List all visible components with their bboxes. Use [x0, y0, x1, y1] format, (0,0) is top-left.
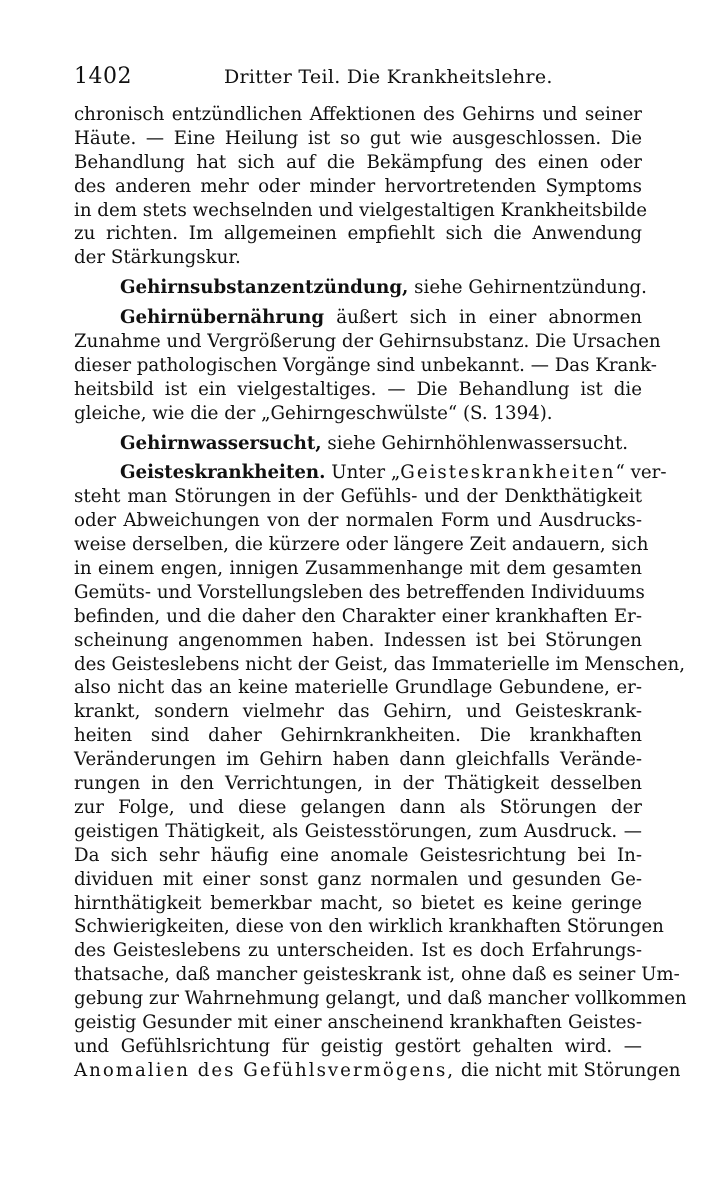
- entry-text: äußert sich in einer abnormen: [324, 307, 642, 329]
- entry-text: die nicht mit Störungen: [455, 1059, 681, 1081]
- text-line: hirnthätigkeit bemerkbar macht, so bietet es keine geringe: [74, 892, 642, 914]
- paragraph-continuation: [74, 103, 648, 270]
- text-line: in dem stets wechselnden und vielgestaltigen Krankheitsbilde: [74, 199, 648, 221]
- text-line: und Gefühlsrichtung für geistig gestört gehalten wird. —: [74, 1035, 642, 1057]
- text-line: dividuen mit einer sonst ganz normalen und gesunden Ge-: [74, 868, 642, 890]
- entry-line: [74, 276, 647, 300]
- text-line: rungen in den Verrichtungen, in der Thätigkeit desselben: [74, 773, 642, 795]
- text-line: thatsache, daß mancher geisteskrank ist, ohne daß es seiner Um-: [74, 964, 680, 986]
- text-line: oder Abweichungen von der normalen Form und Ausdrucks-: [74, 510, 642, 532]
- entry-geisteskrankheiten: [74, 461, 687, 1082]
- entry-text: “ ver-: [615, 462, 667, 484]
- entry-line: [74, 306, 642, 330]
- text-line: befinden, und die daher den Charakter einer krankhaften Er-: [74, 605, 642, 627]
- text-line: geistigen Thätigkeit, als Geistesstörungen, zum Ausdruck. —: [74, 820, 642, 842]
- entry-term: Geisteskrankheiten.: [120, 462, 326, 484]
- emphasized-text: Geisteskrankheiten: [400, 462, 616, 484]
- entry-gehirnwassersucht: [74, 432, 642, 456]
- page-header: [74, 64, 640, 92]
- text-line: Behandlung hat sich auf die Bekämpfung des einen oder: [74, 151, 642, 173]
- page-body: [74, 103, 687, 1083]
- entry-text: siehe Gehirnhöhlenwassersucht.: [321, 432, 629, 454]
- text-line: gleiche, wie die der „Gehirngeschwülste“ (S. 1394).: [74, 402, 553, 424]
- text-line: des Geisteslebens nicht der Geist, das Immaterielle im Menschen,: [74, 653, 685, 675]
- text-line: zu richten. Im allgemeinen empfiehlt sich die Anwendung: [74, 223, 642, 245]
- text-line: dieser pathologischen Vorgänge sind unbekannt. — Das Krank-: [74, 354, 657, 376]
- text-line: also nicht das an keine materielle Grundlage Gebundene, er-: [74, 677, 642, 699]
- entry-line: [74, 432, 642, 456]
- text-line: in einem engen, innigen Zusammenhange mit dem gesamten: [74, 558, 642, 580]
- text-line: Häute. — Eine Heilung ist so gut wie ausgeschlossen. Die: [74, 127, 642, 149]
- text-line: Veränderungen im Gehirn haben dann gleichfalls Verände-: [74, 749, 642, 771]
- text-line: des Geisteslebens zu unterscheiden. Ist es doch Erfahrungs-: [74, 940, 642, 962]
- text-line: Da sich sehr häufig eine anomale Geistesrichtung bei In-: [74, 844, 642, 866]
- text-line: heiten sind daher Gehirnkrankheiten. Die krankhaften: [74, 725, 642, 747]
- entry-term: Gehirnwassersucht,: [120, 432, 322, 454]
- text-line: Gemüts- und Vorstellungsleben des betreffenden Individuums: [74, 581, 645, 603]
- text-line: krankt, sondern vielmehr das Gehirn, und Geisteskrank-: [74, 701, 642, 723]
- text-line: gebung zur Wahrnehmung gelangt, und daß mancher vollkommen: [74, 988, 687, 1010]
- text-line: weise derselben, die kürzere oder längere Zeit andauern, sich: [74, 534, 649, 556]
- entry-line: [74, 1059, 681, 1083]
- entry-text: siehe Gehirnentzündung.: [408, 277, 647, 299]
- entry-gehirnsubstanzentzuendung: [74, 276, 647, 300]
- text-line: heitsbild ist ein vielgestaltiges. — Die Behandlung ist die: [74, 378, 642, 400]
- entry-text: Unter „: [325, 462, 401, 484]
- entry-line: [74, 461, 667, 485]
- text-line: geistig Gesunder mit einer anscheinend krankhaften Geistes-: [74, 1011, 642, 1033]
- entry-term: Gehirnübernährung: [120, 307, 325, 329]
- text-line: chronisch entzündlichen Affektionen des Gehirns und seiner: [74, 104, 642, 125]
- emphasized-text: Anomalien des Gefühlsvermögens,: [74, 1059, 456, 1081]
- text-line: scheinung angenommen haben. Indessen ist bei Störungen: [74, 629, 642, 651]
- text-line: Zunahme und Vergrößerung der Gehirnsubstanz. Die Ursachen: [74, 331, 661, 353]
- page-number: 1402: [74, 64, 132, 89]
- text-line: des anderen mehr oder minder hervortretenden Symptoms: [74, 175, 642, 197]
- running-head: Dritter Teil. Die Krankheitslehre.: [224, 66, 553, 88]
- entry-gehirnuebernaehrung: [74, 306, 661, 425]
- text-line: zur Folge, und diese gelangen dann als Störungen der: [74, 796, 642, 818]
- text-line: der Stärkungskur.: [74, 247, 241, 269]
- text-line: Schwierigkeiten, diese von den wirklich krankhaften Störungen: [74, 916, 664, 938]
- text-line: steht man Störungen in der Gefühls- und der Denkthätigkeit: [74, 486, 642, 508]
- entry-term: Gehirnsubstanzentzündung,: [120, 277, 409, 299]
